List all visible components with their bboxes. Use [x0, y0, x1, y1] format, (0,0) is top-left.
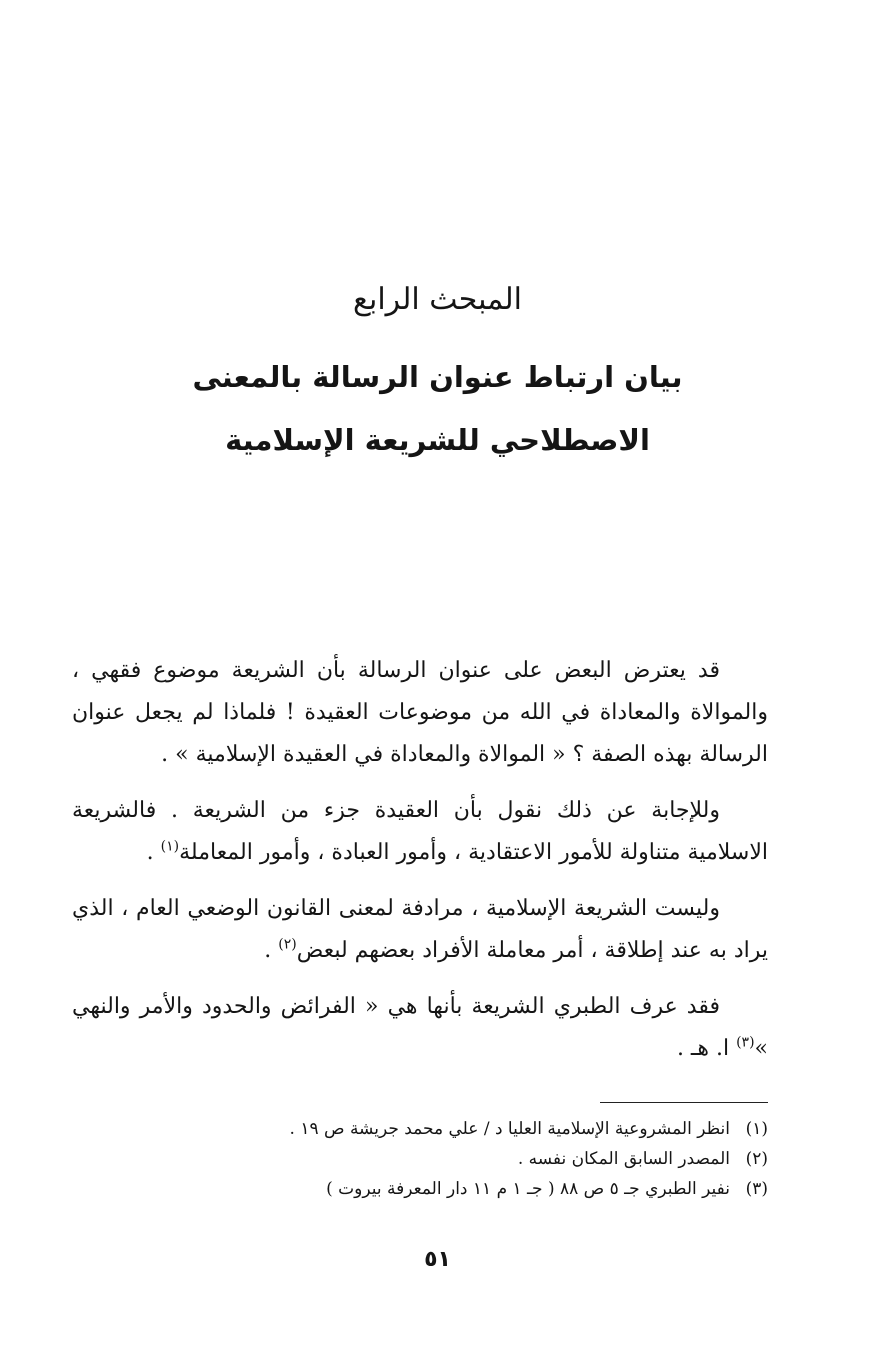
paragraph-text: فقد عرف الطبري الشريعة بأنها هي « الفرائض والحدود والأمر والنهي » — [72, 994, 768, 1061]
paragraph-3 — [72, 888, 768, 972]
footnote-number: (٣) — [745, 1179, 768, 1199]
footnote-number: (٢) — [745, 1149, 768, 1169]
footnote-2 — [72, 1144, 768, 1174]
footnote-ref-2[interactable]: (٢) — [278, 936, 297, 953]
body-text — [72, 650, 768, 1084]
chapter-title-line-1: بيان ارتباط عنوان الرسالة بالمعنى — [192, 360, 683, 394]
footnote-ref-1[interactable]: (١) — [160, 838, 180, 855]
paragraph-text: قد يعترض البعض على عنوان الرسالة بأن الشريعة موضوع فقهي ، والموالاة والمعاداة في الله من موضوعات العقيدة ! فلماذا لم يجعل عنوان الرسالة بهذه الصفة ؟ « الموالاة والمعاداة في العقيدة الإسلامية » . — [72, 658, 768, 767]
footnote-number: (١) — [745, 1119, 768, 1139]
footnote-3 — [72, 1174, 768, 1204]
paragraph-tail: . — [146, 840, 161, 865]
page-number: ٥١ — [424, 1247, 451, 1272]
chapter-title-line-2: الاصطلاحي للشريعة الإسلامية — [225, 423, 650, 457]
paragraph-4 — [72, 986, 768, 1070]
paragraph-text: وليست الشريعة الإسلامية ، مرادفة لمعنى القانون الوضعي العام ، الذي يراد به عند إطلاقة ، أمر معاملة الأفراد بعضهم لبعض — [72, 896, 768, 963]
footnote-text: انظر المشروعية الإسلامية العليا د / علي محمد جريشة ص ١٩ . — [289, 1119, 730, 1139]
footnote-ref-3[interactable]: (٣) — [736, 1034, 755, 1051]
footnote-1 — [72, 1114, 768, 1144]
section-heading: المبحث الرابع — [353, 282, 522, 317]
footnote-text: نفير الطبري جـ ٥ ص ٨٨ ( جـ ١ م ١١ دار المعرفة بيروت ) — [326, 1179, 730, 1199]
paragraph-text: وللإجابة عن ذلك نقول بأن العقيدة جزء من الشريعة . فالشريعة الاسلامية متناولة للأمور الاعتقادية ، وأمور العبادة ، وأمور المعاملة — [72, 798, 768, 865]
footnote-separator — [600, 1102, 768, 1103]
paragraph-tail: ا. هـ . — [676, 1036, 737, 1061]
footnotes-list — [72, 1114, 768, 1204]
paragraph-1 — [72, 650, 768, 776]
paragraph-2 — [72, 790, 768, 874]
footnote-text: المصدر السابق المكان نفسه . — [517, 1149, 730, 1169]
paragraph-tail: . — [264, 938, 279, 963]
